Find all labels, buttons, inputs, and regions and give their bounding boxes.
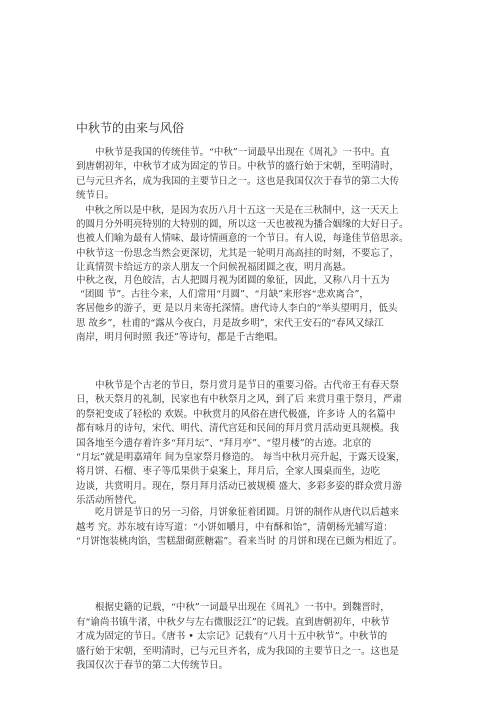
text-line: 盛行始于宋朝，至明清时，已与元旦齐名，成为我国的主要节日之一。这也是 [76, 645, 400, 657]
text-line: 根据史籍的记载，“中秋”一词最早出现在《周礼》一书中。到魏晋时， [95, 602, 390, 613]
text-line: 中秋节这一份思念当然会更深切，尤其是一轮明月高高挂的时刻，不要忘了， [76, 247, 400, 259]
text-line: 也被人们喻为最有人情味、最诗情画意的一个节日。有人说，每逢佳节倍思亲。 [76, 233, 409, 245]
text-line: 日，秋天祭月的礼制，民家也有中秋祭月之风，到了后 来赏月重于祭月，严肃 [76, 394, 403, 406]
text-line: 国各地至今遗存着许多“拜月坛”、“拜月亭”、“望月楼”的古迹。北京的 [76, 437, 372, 449]
paragraph-origin [76, 146, 422, 276]
text-line: 中秋之夜，月色皎洁，古人把圆月视为团圆的象征，因此，又称八月十五为 [76, 275, 390, 286]
text-line: 到唐朝初年，中秋节才成为固定的节日。中秋节的盛行始于宋朝，至明清时， [76, 161, 400, 173]
text-line: “月饼饱装桃肉馅，雪糕甜砌蔗糖霜”。看来当时 的月饼和现在已颇为相近了。 [76, 536, 403, 548]
text-line: 都有咏月的诗句，宋代、明代、清代宫廷和民间的拜月赏月活动更具规模。我 [76, 423, 400, 435]
text-line: 的圆月分外明亮特别的大特别的圆，所以这一天也被视为播合姻缘的大好日子。 [76, 219, 409, 231]
paragraph-historical-records [76, 601, 422, 674]
text-line: 有“谕尚书镇牛渚，中秋夕与左右微服泛江”的记载。直到唐朝初年，中秋节 [76, 616, 390, 628]
paragraph-mooncake [76, 506, 422, 550]
paragraph-moon-worship [76, 379, 422, 509]
text-line: 南岸，明月何时照 我还”等诗句，都是千古绝唱。 [76, 331, 284, 343]
text-line: 思 故乡”，杜甫的“露从今夜白，月是故乡明”，宋代王安石的“春风又绿江 [76, 317, 384, 329]
text-line: 吃月饼是节日的另一习俗，月饼象征着团圆。月饼的制作从唐代以后越来 [95, 507, 400, 518]
text-line: 让真情贺卡给远方的亲人朋友一个问候祝福团圆之夜，明月高悬。 [76, 262, 352, 274]
text-line: 才成为固定的节日。《唐书 • 太宗记》记载有“八月十五中秋节”。中秋节的 [76, 631, 388, 643]
text-line: “团圆 节”。古往今来，人们常用“月圆”、“月缺”来形容“悲欢离合”， [80, 289, 369, 301]
text-line: 已与元旦齐名，成为我国的主要节日之一。这也是我国仅次于春节的第二大传 [76, 175, 400, 187]
text-line: 越考 究。苏东坡有诗写道：“小饼如嚼月，中有酥和饴”，清朝杨光辅写道： [76, 521, 393, 533]
text-line: 中秋节是个古老的节日，祭月赏月是节日的重要习俗。古代帝王有春天祭 [95, 380, 400, 391]
text-line: “月坛”就是明嘉靖年 间为皇家祭月修造的。 每当中秋月亮升起，于露天设案， [76, 452, 406, 464]
text-line: 统节日。 [76, 190, 115, 202]
text-line: 我国仅次于春节的第二大传统节日。 [76, 660, 229, 672]
text-line: 将月饼、石榴、枣子等瓜果供于桌案上，拜月后，全家人围桌而坐，边吃 [76, 466, 381, 478]
text-line: 边谈，共赏明月。现在，祭月拜月活动已被规模 盛大、多彩多姿的群众赏月游 [76, 480, 403, 492]
text-line: 乐活动所替代。 [76, 495, 143, 507]
paragraph-moon-reunion [76, 274, 422, 345]
text-line: 中秋节是我国的传统佳节。“中秋”一词最早出现在《周礼》一书中。直 [95, 147, 390, 158]
text-line: 的祭祀变成了轻松的 欢娱。中秋赏月的风俗在唐代极盛，许多诗 人的名篇中 [76, 408, 396, 420]
text-line: 中秋之所以是中秋，是因为农历八月十五这一天是在三秋制中，这一天天上 [85, 204, 399, 216]
document-title: 中秋节的由来与风俗 [76, 121, 185, 135]
text-line: 客居他乡的游子，更 是以月来寄托深情。唐代诗人李白的“举头望明月，低头 [76, 303, 398, 315]
